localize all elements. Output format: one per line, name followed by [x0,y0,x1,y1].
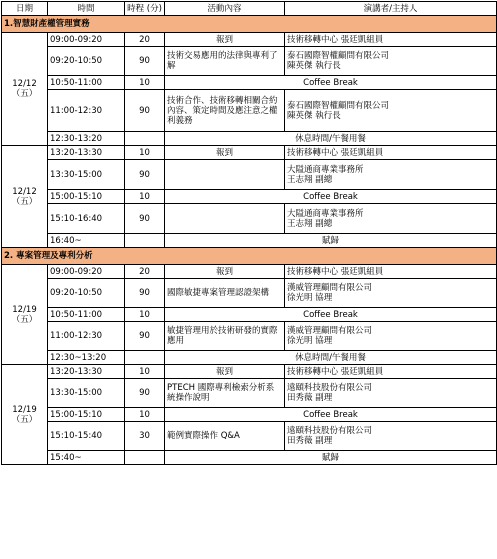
speaker-line: 泰石國際智權顧問有限公司 [287,51,390,61]
duration-cell: 10 [125,365,165,379]
break-cell: 賦歸 [165,451,497,465]
table-row [2,322,497,351]
speaker-line: 大隘通商專業事務所 [287,164,364,175]
duration-cell [125,451,165,465]
duration-cell: 10 [125,190,165,204]
speaker-cell [285,279,497,308]
time-cell: 09:00-09:20 [48,265,125,279]
speaker-cell [285,265,497,279]
table-row [2,234,497,248]
speaker-line: 徐光明 協理 [287,293,333,303]
duration-cell: 90 [125,379,165,408]
activity-cell [165,160,285,190]
speaker-line: 技術移轉中心 張廷凱組員 [287,266,384,277]
table-row [2,132,497,146]
table-row [2,47,497,76]
speaker-line: 徐光明 協理 [287,336,333,346]
speaker-line: 技術移轉中心 張廷凱組員 [287,34,384,45]
schedule-body [2,16,497,465]
speaker-cell [285,33,497,47]
time-cell: 13:30-15:00 [48,160,125,190]
speaker-line: 大隘通商專業事務所 [287,208,364,219]
break-cell: Coffee Break [165,308,497,322]
table-row [2,351,497,365]
speaker-cell [285,322,497,351]
date-cell [2,265,48,365]
time-cell: 09:20-10:50 [48,279,125,308]
duration-cell: 90 [125,322,165,351]
activity-cell: 報到 [165,146,285,160]
speaker-line: 技術移轉中心 張廷凱組員 [287,366,384,377]
date-line: 12/19 [12,304,37,315]
table-row [2,279,497,308]
table-row [2,379,497,408]
duration-cell: 90 [125,90,165,132]
speaker-line: 田秀薇 副理 [287,436,333,446]
speaker-line: 遠頤科技股份有限公司 [287,383,373,393]
speaker-cell [285,204,497,234]
time-cell: 13:20-13:30 [48,146,125,160]
duration-cell [125,132,165,146]
section-header-row [2,248,497,265]
section-title: 2. 專案管理及專利分析 [2,248,497,265]
table-row [2,451,497,465]
duration-cell: 10 [125,76,165,90]
speaker-cell [285,47,497,76]
time-cell: 10:50-11:00 [48,76,125,90]
header-speaker: 演講者/主持人 [285,2,497,16]
speaker-cell [285,160,497,190]
duration-cell: 20 [125,265,165,279]
time-cell: 13:20-13:30 [48,365,125,379]
header-row [2,2,497,16]
time-cell: 16:40~ [48,234,125,248]
speaker-line: 田秀薇 副理 [287,393,333,403]
speaker-cell [285,365,497,379]
speaker-line: 遠頤科技股份有限公司 [287,426,373,436]
date-line: 12/19 [12,404,37,415]
table-row [2,422,497,451]
speaker-cell [285,146,497,160]
date-line: （五） [11,89,38,99]
duration-cell: 30 [125,422,165,451]
activity-cell: 範例實際操作 Q&A [165,422,285,451]
break-cell: Coffee Break [165,76,497,90]
time-cell: 15:10-16:40 [48,204,125,234]
time-cell: 09:00-09:20 [48,33,125,47]
date-line: 12/12 [12,79,37,89]
table-row [2,76,497,90]
duration-cell: 90 [125,204,165,234]
speaker-line: 陳英傑 執行長 [287,110,341,121]
duration-cell: 90 [125,47,165,76]
activity-cell: 國際敏捷專案管理認證架構 [165,279,285,308]
date-cell [2,146,48,248]
break-cell: 休息時間/午餐用餐 [165,132,497,146]
activity-cell: 技術合作、技術移轉相關合約內容、策定時間及應注意之權利義務 [165,90,285,132]
date-cell [2,33,48,146]
activity-cell: 報到 [165,365,285,379]
activity-cell: 報到 [165,265,285,279]
date-line: 12/12 [12,186,37,197]
speaker-cell [285,90,497,132]
time-cell: 11:00-12:30 [48,322,125,351]
break-cell: Coffee Break [165,190,497,204]
activity-cell [165,204,285,234]
date-line: （五） [11,414,38,425]
break-cell: Coffee Break [165,408,497,422]
duration-cell: 20 [125,33,165,47]
activity-cell: 報到 [165,33,285,47]
speaker-line: 泰石國際智權顧問有限公司 [287,100,390,111]
time-cell: 15:10-15:40 [48,422,125,451]
speaker-line: 陳英傑 執行長 [287,61,341,71]
table-row [2,265,497,279]
date-line: （五） [11,314,38,325]
duration-cell: 10 [125,408,165,422]
header-date: 日期 [2,2,48,16]
duration-cell: 10 [125,146,165,160]
header-time: 時間 [48,2,125,16]
speaker-cell [285,379,497,408]
table-row [2,33,497,47]
section-header-row [2,16,497,33]
time-cell: 15:00-15:10 [48,190,125,204]
speaker-cell [285,422,497,451]
schedule-table [1,1,497,465]
break-cell: 休息時間/午餐用餐 [165,351,497,365]
speaker-line: 王志翔 副總 [287,174,333,185]
activity-cell: 技術交易應用的法律與專利了解 [165,47,285,76]
table-row [2,160,497,190]
duration-cell: 90 [125,279,165,308]
table-row [2,146,497,160]
duration-cell: 90 [125,160,165,190]
header-activity: 活動內容 [165,2,285,16]
time-cell: 12:30-13:20 [48,132,125,146]
speaker-line: 漢威管理顧問有限公司 [287,326,373,336]
table-row [2,90,497,132]
speaker-line: 技術移轉中心 張廷凱組員 [287,147,384,158]
table-row [2,308,497,322]
table-row [2,365,497,379]
speaker-line: 漢威管理顧問有限公司 [287,283,373,293]
date-cell [2,365,48,465]
time-cell: 15:00-15:10 [48,408,125,422]
time-cell: 09:20-10:50 [48,47,125,76]
header-duration: 時程 (分) [125,2,165,16]
table-row [2,204,497,234]
break-cell: 賦歸 [165,234,497,248]
time-cell: 13:30-15:00 [48,379,125,408]
table-row [2,408,497,422]
time-cell: 12:30~13:20 [48,351,125,365]
time-cell: 15:40~ [48,451,125,465]
activity-cell: PTECH 國際專利檢索分析系統操作說明 [165,379,285,408]
date-line: （五） [11,196,38,207]
time-cell: 10:50-11:00 [48,308,125,322]
speaker-line: 王志翔 副總 [287,218,333,229]
duration-cell: 10 [125,308,165,322]
duration-cell [125,234,165,248]
duration-cell [125,351,165,365]
section-title: 1.智慧財產權管理實務 [2,16,497,33]
time-cell: 11:00-12:30 [48,90,125,132]
table-row [2,190,497,204]
activity-cell: 敏捷管理用於技術研發的實際應用 [165,322,285,351]
